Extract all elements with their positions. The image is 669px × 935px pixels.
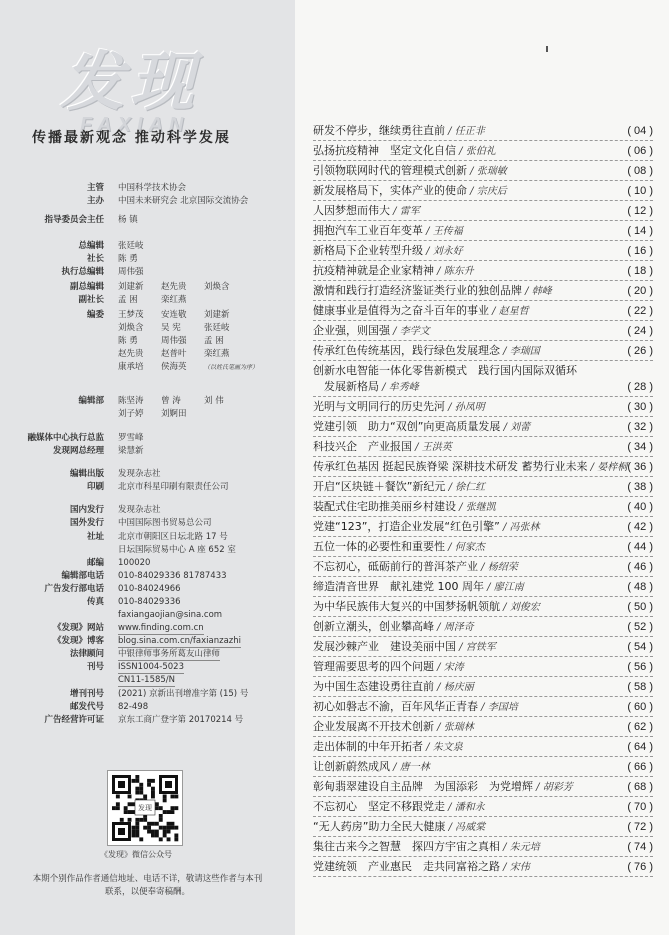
toc-title: 企业强，则国强	[313, 324, 390, 337]
staff-name: 赵先贵	[118, 349, 144, 359]
toc-divider	[313, 836, 653, 837]
toc-divider	[313, 496, 653, 497]
toc-page-number: ( 62 )	[627, 721, 653, 733]
toc-page-number: ( 10 )	[627, 185, 653, 197]
toc-divider	[313, 476, 653, 477]
toc-page-number: ( 32 )	[627, 421, 653, 433]
toc-divider	[313, 696, 653, 697]
toc-title: 抗疫精神就是企业家精神	[313, 264, 434, 277]
masthead-value: www.finding.com.cn	[118, 623, 204, 633]
toc-divider	[313, 436, 653, 437]
qr-code	[107, 770, 183, 846]
toc-title: 光明与文明同行的历史先河	[313, 400, 445, 413]
toc-divider	[313, 536, 653, 537]
toc-author: / 张瑞林	[434, 722, 474, 733]
toc-title: 党建统领 产业惠民 走共同富裕之路	[313, 860, 500, 873]
masthead-label: 刊号	[86, 662, 104, 672]
toc-entry[interactable]	[313, 144, 653, 159]
toc-divider	[313, 516, 653, 517]
masthead-label: 印刷	[86, 482, 104, 492]
masthead-label: 社长	[86, 254, 104, 264]
staff-name: 赵先贵	[161, 282, 187, 292]
toc-page-number: ( 28 )	[627, 381, 653, 393]
toc-author: / 晏梓桐	[587, 462, 628, 473]
toc-divider	[313, 220, 653, 221]
toc-title: 传承红色基因 挺起民族脊梁 深耕技术研发 蓄势行业未来	[313, 460, 588, 473]
toc-divider	[313, 280, 653, 281]
masthead-value: 010-84024966	[118, 584, 181, 594]
toc-title: 健康事业是值得为之奋斗百年的事业	[313, 304, 489, 317]
toc-entry[interactable]	[313, 344, 653, 359]
staff-name: 刘焕含	[204, 282, 230, 292]
toc-title: 装配式住宅助推美丽乡村建设	[313, 500, 456, 513]
masthead-value: 梁慧新	[118, 446, 144, 456]
staff-name: 刘 伟	[204, 396, 224, 406]
toc-entry[interactable]	[313, 440, 653, 455]
toc-page-number: ( 54 )	[627, 641, 653, 653]
toc-divider	[313, 716, 653, 717]
toc-page-number: ( 36 )	[627, 461, 653, 473]
masthead-value	[118, 408, 204, 420]
toc-divider	[313, 816, 653, 817]
masthead-label: 编辑部	[78, 396, 104, 406]
masthead-value: 中银律师事务所葛友山律师	[118, 649, 221, 659]
toc-entry[interactable]	[313, 204, 653, 219]
toc-entry[interactable]	[313, 480, 653, 495]
toc-author: / 韩峰	[522, 286, 552, 297]
ordering-note: （以姓氏笔画为序）	[204, 364, 259, 371]
toc-page-number: ( 24 )	[627, 325, 653, 337]
toc-author: / 刘永好	[423, 246, 463, 257]
toc-author: / 宋涛	[434, 662, 464, 673]
toc-divider	[313, 876, 653, 877]
toc-title: 新发展格局下，实体产业的使命	[313, 184, 467, 197]
toc-divider	[313, 776, 653, 777]
toc-title: 五位一体的必要性和重要性	[313, 540, 445, 553]
masthead-label: 副总编辑	[69, 282, 104, 292]
toc-page-number: ( 42 )	[627, 521, 653, 533]
toc-page-number: ( 64 )	[627, 741, 653, 753]
toc-title: 党建“123”，打造企业发展“红色引擎”	[313, 520, 500, 533]
toc-title: 发展新格局	[313, 380, 379, 393]
toc-divider	[313, 396, 653, 397]
toc-title: 不忘初心，砥砺前行的普洱茶产业	[313, 560, 478, 573]
toc-entry[interactable]	[313, 460, 653, 475]
masthead-label: 编委	[86, 310, 104, 320]
masthead-value: 中国国际图书贸易总公司	[118, 518, 212, 528]
masthead-label: 邮发代号	[69, 702, 104, 712]
toc-entry[interactable]	[313, 284, 653, 299]
masthead-label: 总编辑	[78, 241, 104, 251]
masthead-value: 北京市科星印刷有限责任公司	[118, 482, 229, 492]
toc-page-number: ( 44 )	[627, 541, 653, 553]
masthead-value: 杨 镇	[118, 215, 138, 225]
masthead-label: 法律顾问	[69, 649, 104, 659]
toc-entry[interactable]	[313, 760, 653, 775]
masthead-value	[118, 361, 258, 374]
masthead-value: 发现杂志社	[118, 469, 161, 479]
toc-entry[interactable]	[313, 560, 653, 575]
logo-english: FAXIAN	[80, 114, 190, 136]
toc-divider	[313, 200, 653, 201]
toc-page-number: ( 58 )	[627, 681, 653, 693]
toc-entry[interactable]	[313, 820, 653, 835]
toc-divider	[313, 416, 653, 417]
toc-title: 发展沙棘产业 建设美丽中国	[313, 640, 456, 653]
toc-title: 党建引领 助力“双创”向更高质量发展	[313, 420, 501, 433]
masthead-value: 82-498	[118, 702, 149, 712]
toc-divider	[313, 636, 653, 637]
toc-author: / 李学文	[390, 326, 430, 337]
toc-entry[interactable]	[313, 580, 653, 595]
staff-name: 安连敬	[161, 310, 187, 320]
toc-entry[interactable]	[313, 860, 653, 875]
masthead-label: 社址	[86, 532, 104, 542]
masthead-value: blog.sina.com.cn/faxianzazhi	[118, 636, 241, 646]
masthead-label: 增刊刊号	[69, 689, 104, 699]
toc-author: / 廖江南	[484, 582, 524, 593]
toc-entry[interactable]	[313, 680, 653, 695]
toc-divider	[313, 596, 653, 597]
toc-entry[interactable]	[313, 380, 653, 395]
masthead-value	[118, 348, 247, 360]
toc-page-number: ( 60 )	[627, 701, 653, 713]
logo-chinese: 发现	[60, 46, 200, 120]
toc-title: 初心如磐志不渝，百年风华正青春	[313, 700, 478, 713]
toc-page-number: ( 34 )	[627, 441, 653, 453]
toc-title: 不忘初心 坚定不移跟党走	[313, 800, 445, 813]
toc-page-number: ( 74 )	[627, 841, 653, 853]
masthead-label: 融媒体中心执行总监	[27, 433, 104, 443]
staff-name: 刘焕含	[118, 323, 144, 333]
masthead-value	[118, 395, 247, 407]
staff-name: 曾 涛	[161, 396, 181, 406]
toc-author: / 朱文泉	[423, 742, 463, 753]
masthead-label: 国内发行	[69, 505, 104, 515]
masthead-value: CN11-1585/N	[118, 675, 176, 685]
toc-title: 开启“区块链＋餐饮”新纪元	[313, 480, 446, 493]
toc-author: / 周泽奇	[434, 622, 474, 633]
staff-name: 孟 困	[118, 295, 138, 305]
toc-title: 拥抱汽车工业百年变革	[313, 224, 423, 237]
toc-entry[interactable]	[313, 660, 653, 675]
staff-name: 侯海英	[161, 362, 187, 372]
toc-divider	[313, 320, 653, 321]
masthead-value	[118, 335, 247, 347]
toc-author: / 杨庆丽	[434, 682, 474, 693]
toc-page-number: ( 40 )	[627, 501, 653, 513]
toc-title: 创新水电智能一体化零售新模式 践行国内国际双循环	[313, 364, 577, 377]
toc-page-number: ( 50 )	[627, 601, 653, 613]
masthead-label: 广告经营许可证	[44, 715, 104, 725]
toc-author: / 任正非	[445, 126, 485, 137]
toc-divider	[313, 160, 653, 161]
toc-author: / 孙凤明	[445, 402, 485, 413]
toc-page-number: ( 76 )	[627, 861, 653, 873]
staff-name: 刘建新	[118, 282, 144, 292]
toc-entry[interactable]	[313, 840, 653, 855]
toc-author: / 宋伟	[500, 862, 530, 873]
qr-code-icon	[108, 771, 182, 845]
toc-entry[interactable]	[313, 184, 653, 199]
toc-entry[interactable]	[313, 620, 653, 635]
toc-author: / 宗庆后	[467, 186, 507, 197]
masthead-value: ISSN1004-5023	[118, 662, 184, 672]
masthead-value: 罗雪峰	[118, 433, 144, 443]
toc-page-number: ( 56 )	[627, 661, 653, 673]
masthead-value: 北京市朝阳区日坛北路 17 号	[118, 532, 228, 542]
masthead-label: 《发现》网站	[52, 623, 104, 633]
toc-author: / 赵星哲	[489, 306, 529, 317]
toc-author: / 胡彩芳	[533, 782, 573, 793]
masthead-value	[118, 281, 247, 293]
toc-title: 新格局下企业转型升级	[313, 244, 423, 257]
toc-title: 彰甸翡翠建设自主品牌 为国添彩 为党增辉	[313, 780, 533, 793]
toc-page-number: ( 48 )	[627, 581, 653, 593]
toc-divider	[313, 736, 653, 737]
toc-entry[interactable]	[313, 700, 653, 715]
toc-entry[interactable]	[313, 164, 653, 179]
toc-page-number: ( 08 )	[627, 165, 653, 177]
toc-author: / 雷军	[390, 206, 420, 217]
masthead-label: 《发现》博客	[52, 636, 104, 646]
toc-divider	[313, 340, 653, 341]
toc-author: / 宫铁军	[456, 642, 496, 653]
staff-name: 张廷岐	[204, 323, 230, 333]
toc-entry[interactable]	[313, 740, 653, 755]
toc-divider	[313, 856, 653, 857]
masthead-value: 发现杂志社	[118, 505, 161, 515]
toc-entry[interactable]	[313, 640, 653, 655]
toc-author: / 冯威棠	[445, 822, 486, 833]
masthead-label: 副社长	[78, 295, 104, 305]
staff-name: 孟 困	[204, 336, 224, 346]
toc-divider	[313, 576, 653, 577]
toc-author: / 牟秀峰	[379, 382, 419, 393]
masthead-value	[118, 294, 204, 306]
staff-name: 陈坚涛	[118, 396, 144, 406]
toc-divider	[313, 616, 653, 617]
toc-title: 管理需要思考的四个问题	[313, 660, 434, 673]
toc-author: / 陈东升	[434, 266, 474, 277]
staff-name: 栾红燕	[161, 295, 187, 305]
toc-entry[interactable]	[313, 304, 653, 319]
toc-author: / 何家杰	[445, 542, 485, 553]
toc-author: / 冯张林	[499, 522, 540, 533]
toc-page-number: ( 30 )	[627, 401, 653, 413]
masthead-label: 编辑部电话	[61, 571, 104, 581]
toc-entry[interactable]	[313, 364, 653, 378]
masthead-value: 陈 勇	[118, 254, 138, 264]
toc-title: 为中华民族伟大复兴的中国梦扬帆领航	[313, 600, 500, 613]
staff-name: 康承培	[118, 362, 144, 372]
masthead-value: 中国未来研究会 北京国际交流协会	[118, 196, 249, 206]
masthead-value: (2021) 京新出刊增准字第 (15) 号	[118, 689, 249, 699]
masthead-label: 执行总编辑	[61, 267, 104, 277]
toc-divider	[313, 300, 653, 301]
toc-page-number: ( 04 )	[627, 125, 653, 137]
toc-entry[interactable]	[313, 264, 653, 279]
toc-entry[interactable]	[313, 244, 653, 259]
toc-author: / 李瑞国	[500, 346, 540, 357]
toc-title: 引领物联网时代的管理模式创新	[313, 164, 467, 177]
toc-divider	[313, 240, 653, 241]
toc-page-number: ( 70 )	[627, 801, 653, 813]
staff-name: 刘建新	[204, 310, 230, 320]
toc-author: / 张伯礼	[456, 146, 496, 157]
staff-name: 周伟强	[161, 336, 187, 346]
masthead-value: 张廷岐	[118, 241, 144, 251]
footer-note: 本期个别作品作者通信地址、电话不详，敬请这些作者与本刊联系，以便奉寄稿酬。	[32, 874, 263, 897]
toc-page-number: ( 68 )	[627, 781, 653, 793]
toc-page-number: ( 46 )	[627, 561, 653, 573]
masthead-label: 发现网总经理	[52, 446, 104, 456]
toc-author: / 张瑞敏	[467, 166, 507, 177]
masthead-panel	[0, 0, 295, 935]
toc-page-number: ( 22 )	[627, 305, 653, 317]
masthead-value: 010-84029336 81787433	[118, 571, 227, 581]
staff-name: 刘婀田	[161, 409, 187, 419]
toc-page-number: ( 12 )	[627, 205, 653, 217]
masthead-value: 中国科学技术协会	[118, 183, 187, 193]
toc-divider	[313, 656, 653, 657]
toc-page-number: ( 52 )	[627, 621, 653, 633]
toc-entry[interactable]	[313, 780, 653, 795]
staff-name: 刘子婷	[118, 409, 144, 419]
toc-entry[interactable]	[313, 800, 653, 815]
staff-name: 吴 宪	[161, 323, 181, 333]
toc-title: 企业发展离不开技术创新	[313, 720, 434, 733]
print-speck	[546, 46, 548, 52]
toc-author: / 唐一林	[390, 762, 430, 773]
toc-entry[interactable]	[313, 124, 653, 139]
toc-page-number: ( 20 )	[627, 285, 653, 297]
toc-divider	[313, 360, 653, 361]
masthead-label: 国外发行	[69, 518, 104, 528]
toc-divider	[313, 796, 653, 797]
magazine-logo	[60, 48, 260, 138]
toc-entry[interactable]	[313, 324, 653, 339]
masthead-value: 100020	[118, 558, 151, 568]
masthead-value	[118, 322, 247, 334]
toc-page-number: ( 72 )	[627, 821, 653, 833]
toc-entry[interactable]	[313, 500, 653, 515]
toc-author: / 刘蕾	[500, 422, 531, 433]
toc-divider	[313, 180, 653, 181]
toc-title: 弘扬抗疫精神 坚定文化自信	[313, 144, 456, 157]
toc-page-number: ( 06 )	[627, 145, 653, 157]
slogan: 传播最新观念 推动科学发展	[32, 130, 231, 146]
toc-author: / 徐仁红	[445, 482, 486, 493]
toc-divider	[313, 260, 653, 261]
toc-page-number: ( 16 )	[627, 245, 653, 257]
toc-entry[interactable]	[313, 600, 653, 615]
toc-title: 创新立潮头，创业攀高峰	[313, 620, 434, 633]
toc-title: 集往古来今之智慧 探四方宇宙之真相	[313, 840, 500, 853]
toc-title: 激情和践行打造经济鉴证类行业的独创品牌	[313, 284, 522, 297]
masthead-label: 主管	[86, 183, 104, 193]
toc-title: 传承红色传统基因，践行绿色发展理念	[313, 344, 500, 357]
toc-title: 让创新蔚然成风	[313, 760, 390, 773]
toc-page-number: ( 38 )	[627, 481, 653, 493]
staff-name: 赵普叶	[161, 349, 187, 359]
masthead-value: 周伟强	[118, 267, 144, 277]
toc-entry[interactable]	[313, 720, 653, 735]
toc-entry[interactable]	[313, 420, 653, 435]
qr-logo-label: 发现	[138, 804, 152, 812]
toc-page-number: ( 26 )	[627, 345, 653, 357]
masthead-label: 编辑出版	[69, 469, 104, 479]
toc-title: 缔造清音世界 献礼建党 100 周年	[313, 580, 484, 593]
toc-entry[interactable]	[313, 520, 653, 535]
toc-title: 科技兴企 产业报国	[313, 440, 412, 453]
toc-divider	[313, 556, 653, 557]
masthead-label: 广告发行部电话	[44, 584, 104, 594]
toc-entry[interactable]	[313, 540, 653, 555]
toc-author: / 李国培	[478, 702, 518, 713]
staff-name: 陈 勇	[118, 336, 138, 346]
staff-name: 栾红燕	[204, 349, 230, 359]
qr-caption: 《发现》微信公众号	[100, 850, 172, 859]
masthead-label: 主办	[86, 196, 104, 206]
toc-title: “无人药房”助力全民大健康	[313, 820, 446, 833]
toc-page-number: ( 14 )	[627, 225, 653, 237]
masthead-label: 传真	[86, 597, 104, 607]
masthead-value: 010-84029336	[118, 597, 181, 607]
toc-entry[interactable]	[313, 400, 653, 415]
toc-author: / 朱元培	[500, 842, 540, 853]
toc-author: / 张继凯	[456, 502, 496, 513]
toc-divider	[313, 756, 653, 757]
toc-divider	[313, 456, 653, 457]
toc-title: 人因梦想而伟大	[313, 204, 390, 217]
masthead-value: faxiangaojian@sina.com	[118, 610, 223, 620]
toc-title: 走出体制的中年开拓者	[313, 740, 423, 753]
toc-author: / 王洪英	[412, 442, 452, 453]
toc-author: / 刘俊宏	[500, 602, 540, 613]
toc-divider	[313, 140, 653, 141]
toc-title: 研发不停步，继续勇往直前	[313, 124, 445, 137]
masthead-label: 指导委员会主任	[44, 215, 104, 225]
masthead-value: 日坛国际贸易中心 A 座 652 室	[118, 545, 236, 555]
toc-author: / 潘和永	[445, 802, 485, 813]
masthead-label: 邮编	[86, 558, 104, 568]
toc-page-number: ( 18 )	[627, 265, 653, 277]
toc-author: / 王传福	[423, 226, 463, 237]
toc-divider	[313, 676, 653, 677]
toc-author: / 杨绍荣	[478, 562, 518, 573]
masthead-value	[118, 309, 247, 321]
toc-page-number: ( 66 )	[627, 761, 653, 773]
masthead-value: 京东工商广登字第 20170214 号	[118, 715, 244, 725]
toc-title: 为中国生态建设勇往直前	[313, 680, 434, 693]
toc-entry[interactable]	[313, 224, 653, 239]
staff-name: 王梦茂	[118, 310, 144, 320]
